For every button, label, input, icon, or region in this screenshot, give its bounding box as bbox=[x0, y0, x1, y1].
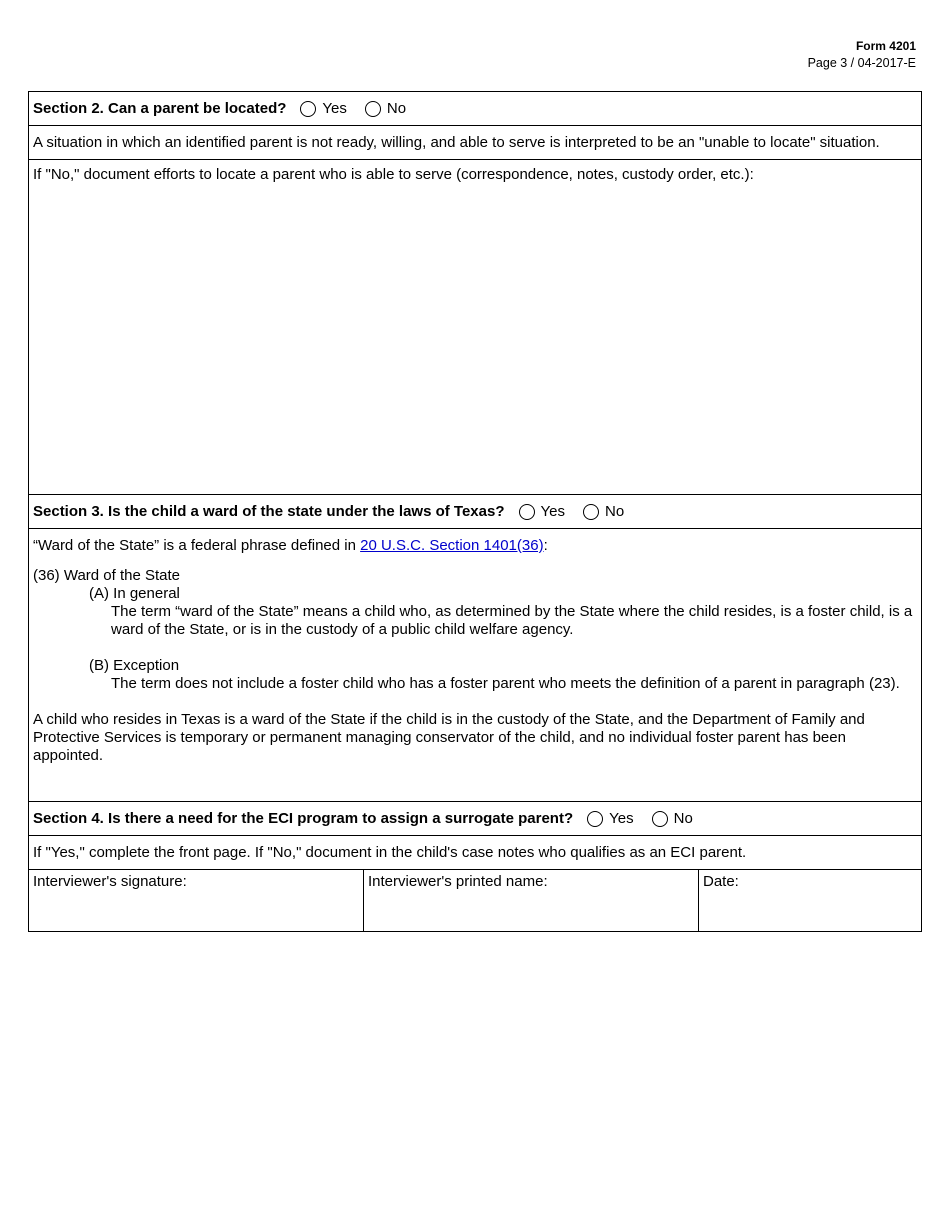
interviewer-name-field[interactable] bbox=[364, 870, 699, 931]
section3-title: Section 3. Is the child a ward of the state under the laws of Texas? bbox=[33, 503, 505, 520]
section3-definition-row bbox=[29, 529, 921, 802]
section2-title: Section 2. Can a parent be located? bbox=[33, 100, 287, 117]
section4-note: If "Yes," complete the front page. If "No," document in the child's case notes who qualifies as an ECI parent. bbox=[33, 844, 747, 861]
section2-question-row bbox=[29, 92, 921, 126]
section3-yes-option bbox=[519, 503, 565, 520]
interviewer-name-label: Interviewer's printed name: bbox=[368, 873, 548, 890]
yes-label: Yes bbox=[540, 503, 565, 520]
section3-no-radio[interactable] bbox=[583, 504, 599, 520]
section4-note-row bbox=[29, 836, 921, 870]
yes-label: Yes bbox=[609, 810, 634, 827]
usc-link[interactable]: 20 U.S.C. Section 1401(36) bbox=[360, 537, 544, 554]
definition-b-text: The term does not include a foster child who has a foster parent who meets the definition of a parent in paragraph (23). bbox=[111, 675, 900, 692]
section2-no-option bbox=[365, 100, 406, 117]
interviewer-signature-field[interactable] bbox=[29, 870, 364, 931]
page-info: Page 3 / 04-2017-E bbox=[807, 56, 916, 70]
no-label: No bbox=[673, 810, 693, 827]
definition-b-heading: (B) Exception bbox=[89, 657, 180, 674]
section3-yes-radio[interactable] bbox=[519, 504, 535, 520]
section2-yes-radio[interactable] bbox=[300, 101, 316, 117]
no-label: No bbox=[386, 100, 407, 117]
definition-a-text: The term “ward of the State” means a child who, as determined by the State where the child resides, is a foster child, is a ward of the State, or is in the custody of a public child welfare agency. bbox=[111, 603, 913, 638]
section2-note: A situation in which an identified parent is not ready, willing, and able to serve is interpreted to be an "unable to locate" situation. bbox=[33, 134, 880, 151]
definition-heading: (36) Ward of the State bbox=[33, 567, 181, 584]
page-header bbox=[808, 38, 916, 72]
form-number: Form 4201 bbox=[855, 39, 916, 53]
section4-title: Section 4. Is there a need for the ECI program to assign a surrogate parent? bbox=[33, 810, 574, 827]
form-table bbox=[28, 91, 922, 932]
interviewer-signature-label: Interviewer's signature: bbox=[33, 873, 187, 890]
section2-doc-prompt: If "No," document efforts to locate a parent who is able to serve (correspondence, notes, custody order, etc.): bbox=[33, 166, 754, 183]
yes-label: Yes bbox=[322, 100, 347, 117]
section4-question-row bbox=[29, 802, 921, 836]
section3-intro-colon: : bbox=[543, 537, 548, 554]
section4-yes-radio[interactable] bbox=[587, 811, 603, 827]
section2-note-row bbox=[29, 126, 921, 160]
signature-row bbox=[29, 870, 921, 931]
date-label: Date: bbox=[703, 873, 739, 890]
section4-yes-option bbox=[587, 810, 633, 827]
section2-yes-option bbox=[300, 100, 346, 117]
section2-documentation-field[interactable] bbox=[29, 160, 921, 495]
section3-intro bbox=[33, 537, 917, 555]
section3-intro-text: “Ward of the State” is a federal phrase defined in bbox=[33, 537, 361, 554]
texas-ward-note: A child who resides in Texas is a ward of the State if the child is in the custody of the State, and the Department of Family and Protective Services is temporary or permanent managing conservator of the child, and no individual foster parent has been appointed. bbox=[33, 711, 865, 764]
section3-question-row bbox=[29, 495, 921, 529]
date-field[interactable] bbox=[699, 870, 921, 931]
section4-no-radio[interactable] bbox=[652, 811, 668, 827]
no-label: No bbox=[604, 503, 625, 520]
definition-a-heading: (A) In general bbox=[89, 585, 180, 602]
section4-no-option bbox=[652, 810, 693, 827]
section3-no-option bbox=[583, 503, 624, 520]
section2-no-radio[interactable] bbox=[365, 101, 381, 117]
